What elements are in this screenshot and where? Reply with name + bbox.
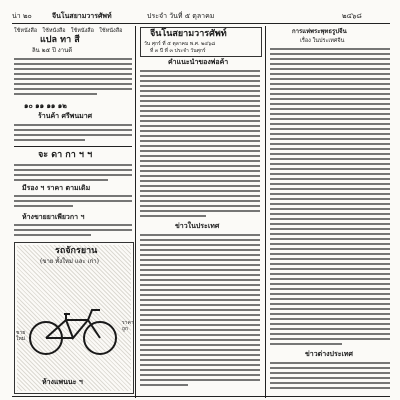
vertical-left-text: ขาย ใหม่: [16, 330, 26, 342]
article-body: [140, 234, 260, 389]
bicycle-ad-sub: (ขาย ทั้งใหม่ และ เก่า): [40, 258, 99, 265]
text-block: [14, 124, 132, 144]
paper-name: จีนโนสยามวารศัพท์: [52, 11, 112, 20]
topline: ใช้หนังสือ ใช้หนังสือ ใช้หนังสือ ใช้หนังสือ: [14, 28, 123, 34]
text-block: [14, 58, 132, 98]
page-number: น่า ๒๐: [12, 12, 32, 20]
text-block: [14, 195, 132, 210]
column-divider: [265, 26, 266, 398]
vertical-right-text: ราคาถูก: [122, 320, 134, 332]
masthead-date: วัน ศุกร์ ที่ ๕ ตุลาคม พ.ศ. ๒๔๖๘: [144, 41, 216, 47]
footer-rule: [12, 396, 390, 397]
article-body: [270, 362, 390, 392]
notice4-title: ห้างขายยาเพียวกา ฯ: [22, 212, 85, 221]
bicycle-icon: [28, 300, 118, 360]
notice-sub: ลิน ๒๕ ปี งานดี: [32, 47, 73, 54]
bicycle-ad-title: รถจักรยาน: [55, 246, 98, 256]
shop-name: ร้านค้า ศรีพนมาศ: [38, 111, 93, 120]
notice-title: แปล ทา สี: [40, 35, 80, 45]
issue-line: ประจำ วันที่ ๕ ตุลาคม: [147, 12, 215, 20]
right-heading-sub: เรื่อง ในประเทศจีน: [300, 38, 345, 44]
announcement-title: ๑๐ ๑๑ ๑๑ ๑๒: [24, 101, 67, 110]
notice2-title: จะ ดา กา ฯ ฯ: [38, 150, 93, 160]
section-title-2: ข่าวในประเทศ: [175, 221, 220, 230]
masthead-issue: ที่ ๓ ปี ที่ ๓ ประจำ วันศุกร์: [150, 48, 206, 54]
notice3-title: มีรอง ฯ ราคา ตามเดิม: [22, 183, 91, 192]
year-label: ๒๔๖๘: [342, 12, 362, 20]
masthead-title: จีนโนสยามวารศัพท์: [150, 29, 227, 39]
divider: [14, 146, 132, 147]
section-title: คำแนะนำของพ่อค้า: [168, 57, 229, 66]
text-block: [14, 164, 132, 184]
article-body: [140, 70, 260, 220]
header-rule: [12, 23, 390, 24]
right-heading: การแห่พระพุทธรูปจีน: [292, 28, 347, 35]
right-bottom-heading: ข่าวต่างประเทศ: [305, 349, 353, 358]
column-divider: [135, 26, 136, 398]
bicycle-ad-foot: ห้างแพนนะ ฯ: [42, 377, 83, 386]
page-header: [12, 10, 390, 22]
article-body: [270, 48, 390, 348]
text-block: [14, 224, 132, 239]
